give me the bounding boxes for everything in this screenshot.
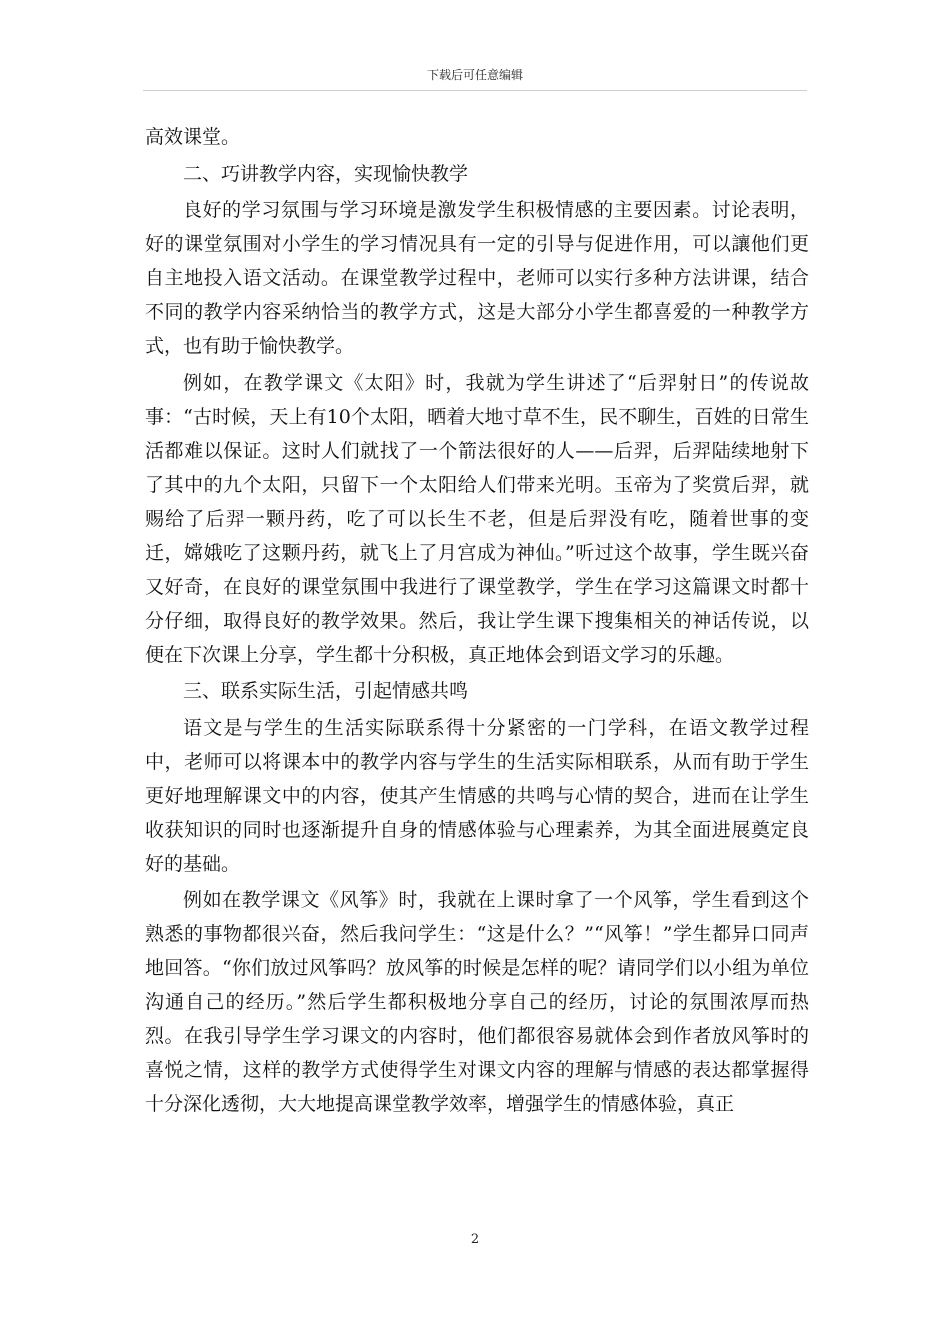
paragraph: 语文是与学生的生活实际联系得十分紧密的一门学科，在语文教学过程中，老师可以将课本中的教学内容与学生的生活实际相联系，从而有助于学生更好地理解课文中的内容，使其产生情感的共鸣与心情的契合，进而在让学生收获知识的同时也逐渐提升自身的情感体验与心理素养，为其全面进展奠定良好的基础。 [145,716,809,875]
paragraph: 高效课堂。 [145,126,241,148]
paragraph: 例如，在教学课文《太阳》时，我就为学生讲述了“后羿射日”的传说故事：“古时候，天上有10个太阳，晒着大地寸草不生，民不聊生，百姓的日常生活都难以保证。这时人们就找了一个箭法很好的人——后羿，后羿陆续地射下了其中的九个太阳，只留下一个太阳给人们带来光明。玉帝为了奖赏后羿，就赐给了后羿一颗丹药，吃了可以长生不老，但是后羿没有吃，随着世事的变迁，嫦娥吃了这颗丹药，就飞上了月宫成为神仙。”听过这个故事，学生既兴奋又好奇，在良好的课堂氛围中我进行了课堂教学，学生在学习这篇课文时都十分仔细，取得良好的教学效果。然后，我让学生课下搜集相关的神话传说，以便在下次课上分享，学生都十分积极，真正地体会到语文学习的乐趣。 [145,371,809,666]
header-divider [143,90,807,91]
section-heading: 二、巧讲教学内容，实现愉快教学 [183,162,469,185]
page-number: 2 [470,1232,480,1247]
paragraph: 良好的学习氛围与学习环境是激发学生积极情感的主要因素。讨论表明，好的课堂氛围对小学生的学习情况具有一定的引导与促进作用，可以讓他们更自主地投入语文活动。在课堂教学过程中，老师可以实行多种方法讲课，结合不同的教学内容采纳恰当的教学方式，这是大部分小学生都喜爱的一种教学方式，也有助于愉快教学。 [145,199,809,357]
section-heading: 三、联系实际生活，引起情感共鸣 [183,680,469,702]
document-body [145,120,809,1121]
paragraph: 例如在教学课文《风筝》时，我就在上课时拿了一个风筝，学生看到这个熟悉的事物都很兴奋，然后我问学生：“这是什么？”“风筝！”学生都异口同声地回答。“你们放过风筝吗？放风筝的时候是怎样的呢？请同学们以小组为单位沟通自己的经历。”然后学生都积极地分享自己的经历，讨论的氛围浓厚而热烈。在我引导学生学习课文的内容时，他们都很容易就体会到作者放风筝时的喜悦之情，这样的教学方式使得学生对课文内容的理解与情感的表达都掌握得十分深化透彻，大大地提高课堂教学效率，增强学生的情感体验，真正 [145,889,809,1115]
page-header: 下载后可任意编辑 [426,68,523,82]
